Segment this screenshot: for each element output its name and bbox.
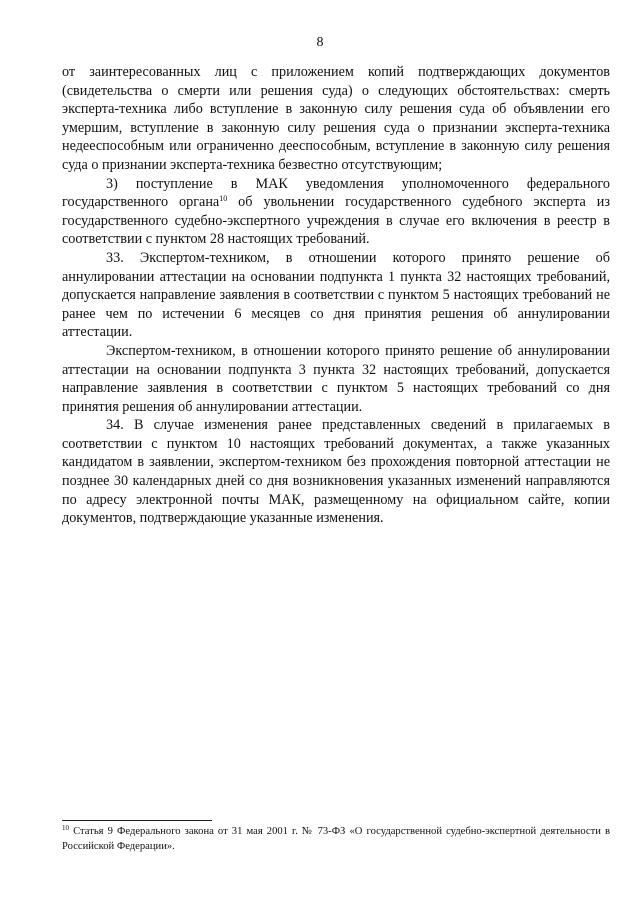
paragraph-clause-33: 33. Экспертом-техником, в отношении которого принято решение об аннулировании аттестации на основании подпункта 1 пункта 32 настоящих требований, допускается направление заявления в соответствии с пунктом 5 настоящих требований не ранее чем по истечении 6 месяцев со дня принятия решения об аннулировании аттестации. [62,249,610,341]
footnote-text: Статья 9 Федерального закона от 31 мая 2001 г. № 73-ФЗ «О государственной судебно-экспертной деятельности в Российской Федерации». [62,826,610,852]
footnote-reference: 10 [219,194,228,204]
footnote-number: 10 [62,824,69,832]
paragraph-continuation: от заинтересованных лиц с приложением копий подтверждающих документов (свидетельства о смерти или решения суда) о следующих обстоятельствах: смерть эксперта-техника либо вступление в законную силу решения суда об объявлении его умершим, вступление в законную силу решения суда о признании эксперта-техника недееспособным или ограниченно дееспособным, вступление в законную силу решения суда о признании эксперта-техника безвестно отсутствующим; [62,64,610,173]
paragraph-clause-34: 34. В случае изменения ранее представленных сведений в прилагаемых в соответствии с пунктом 10 настоящих требований документах, а также указанных кандидатом в заявлении, экспертом-техником без прохождения повторной аттестации не позднее 30 календарных дней со дня возникновения указанных изменений направляются по адресу электронной почты МАК, размещенному на официальном сайте, копии документов, подтверждающие указанные изменения. [62,417,610,527]
footnote-divider [62,820,212,821]
page-number: 8 [316,35,324,50]
document-body [62,63,610,528]
paragraph-text: об увольнении государственного судебного эксперта из государственного судебно-экспертного учреждения в случае его включения в реестр в соответствии с пунктом 28 настоящих требований. [62,194,611,248]
paragraph-item-3 [62,175,610,249]
paragraph-text: 3) поступление в МАК уведомления уполномоченного федерального государственного органа [62,175,610,211]
paragraph-clause-33-part-2: Экспертом-техником, в отношении которого принято решение об аннулировании аттестации на основании подпункта 3 пункта 32 настоящих требований, допускается направление заявления в соответствии с пунктом 5 настоящих требований со дня принятия решения об аннулировании аттестации. [62,342,610,415]
footnote [62,824,610,854]
